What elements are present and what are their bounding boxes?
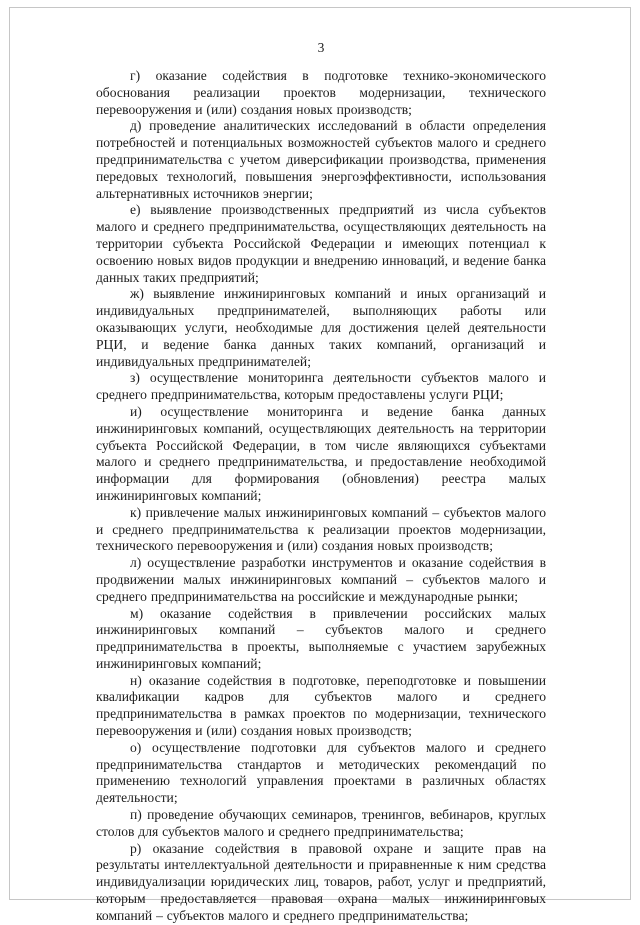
paragraph: р) оказание содействия в правовой охране и защите прав на результаты интеллектуальной деятельности и приравненные к ним средства индивидуализации юридических лиц, товаров, работ, услуг и предприятий, которым предоставляется правовая охрана малых инжиниринговых компаний – субъектов малого и среднего предпринимательства;: [96, 840, 546, 923]
paragraph: о) осуществление подготовки для субъектов малого и среднего предпринимательства стандартов и методических рекомендаций по применению технологий управления проектами в различных областях деятельности;: [96, 739, 546, 806]
paragraph: ж) выявление инжиниринговых компаний и иных организаций и индивидуальных предпринимателей, выполняющих работы или оказывающих услуги, необходимые для достижения целей деятельности РЦИ, и ведение банка данных таких компаний, организаций и индивидуальных предпринимателей;: [96, 286, 546, 369]
paragraph: г) оказание содействия в подготовке технико-экономического обоснования реализации проектов модернизации, технического перевооружения и (или) создания новых производств;: [96, 68, 546, 117]
page-number: 3: [317, 40, 325, 55]
document-body-text: [96, 68, 546, 925]
paragraph: д) проведение аналитических исследований в области определения потребностей и потенциальных возможностей субъектов малого и среднего предпринимательства с учетом диверсификации производства, применения передовых технологий, повышения энергоэффективности, использования альтернативных источников энергии;: [96, 118, 546, 201]
paragraph: з) осуществление мониторинга деятельности субъектов малого и среднего предпринимательства, которым предоставлены услуги РЦИ;: [96, 370, 546, 403]
paragraph: п) проведение обучающих семинаров, тренингов, вебинаров, круглых столов для субъектов малого и среднего предпринимательства;: [96, 807, 546, 839]
paragraph: н) оказание содействия в подготовке, переподготовке и повышении квалификации кадров для субъектов малого и среднего предпринимательства в рамках проектов по модернизации, технического перевооружения и (или) создания новых производств;: [96, 672, 546, 739]
paragraph: л) осуществление разработки инструментов и оказание содействия в продвижении малых инжиниринговых компаний – субъектов малого и среднего предпринимательства на российские и международные рынки;: [96, 555, 546, 604]
paragraph: м) оказание содействия в привлечении российских малых инжиниринговых компаний – субъектов малого и среднего предпринимательства в проекты, выполняемые с участием зарубежных инжиниринговых компаний;: [96, 605, 546, 671]
paragraph: е) выявление производственных предприятий из числа субъектов малого и среднего предпринимательства, осуществляющих деятельность на территории субъекта Российской Федерации и имеющих потенциал к освоению новых видов продукции и внедрению инноваций, и ведение банка данных таких предприятий;: [96, 202, 546, 285]
paragraph: к) привлечение малых инжиниринговых компаний – субъектов малого и среднего предпринимательства к реализации проектов модернизации, технического перевооружения и (или) создания новых производств;: [96, 504, 546, 554]
paragraph: и) осуществление мониторинга и ведение банка данных инжиниринговых компаний, осуществляющих деятельность на территории субъекта Российской Федерации, в том числе являющихся субъектами малого и среднего предпринимательства, и предоставление необходимой информации для формирования (обновления) реестра малых инжиниринговых компаний;: [96, 403, 546, 503]
